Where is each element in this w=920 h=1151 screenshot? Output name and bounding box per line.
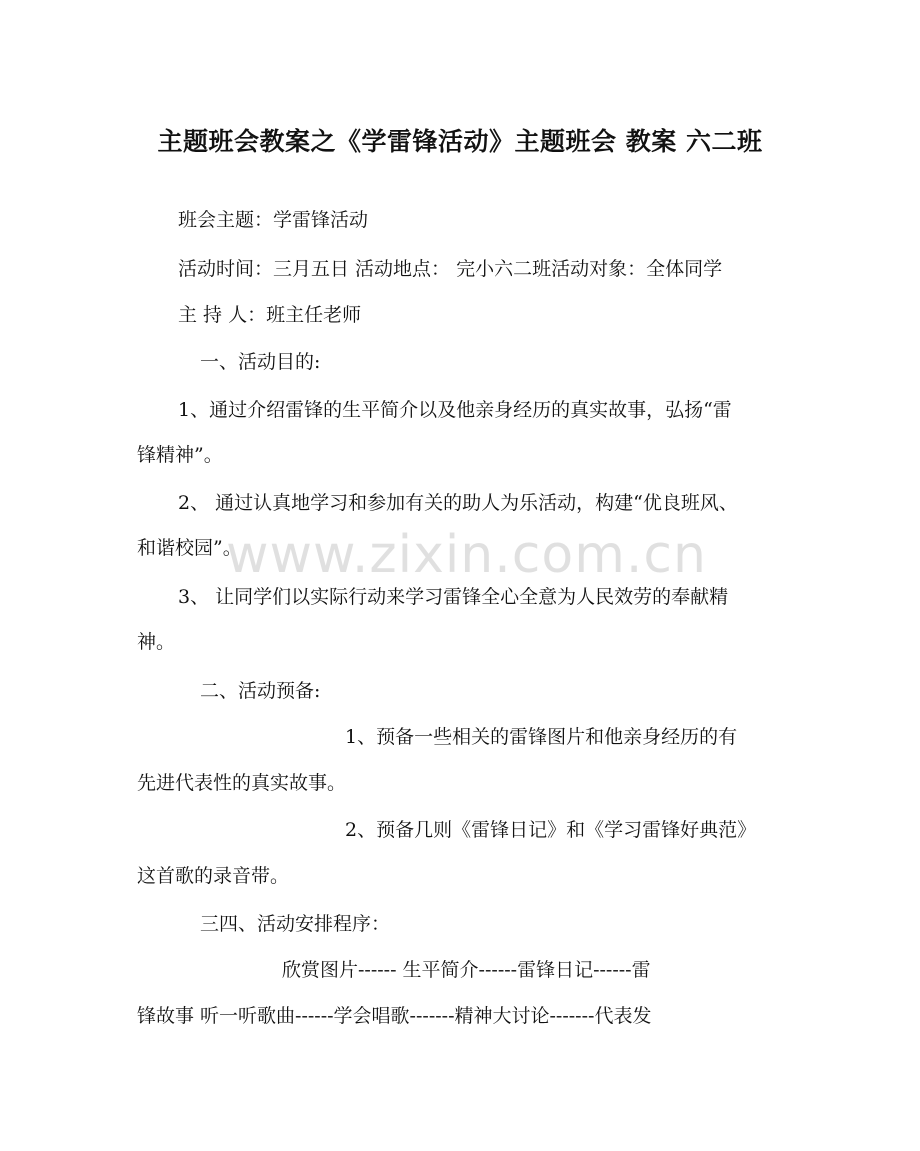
text-line-prep-2a: 2、预备几则《雷锋日记》和《学习雷锋好典范》	[345, 819, 757, 841]
text-line-goal-1a: 1、通过介绍雷锋的生平简介以及他亲身经历的真实故事，弘扬“雷	[178, 399, 732, 421]
text-line-goal-2b: 和谐校园”。	[137, 537, 242, 559]
text-line-schedule-b: 锋故事 听一听歌曲------学会唱歌-------精神大讨论-------代表发	[137, 1005, 652, 1027]
text-line-schedule-a: 欣赏图片------ 生平简介------雷锋日记------雷	[282, 959, 651, 981]
text-line-class-theme: 班会主题：学雷锋活动	[178, 209, 369, 231]
text-line-goal-3a: 3、 让同学们以实际行动来学习雷锋全心全意为人民效劳的奉献精	[178, 586, 729, 608]
section-heading-goals: 一、活动目的:	[200, 351, 321, 373]
text-line-host: 主 持 人：班主任老师	[178, 304, 362, 326]
text-line-goal-3b: 神。	[137, 631, 176, 653]
text-line-goal-1b: 锋精神”。	[137, 444, 223, 466]
section-heading-schedule: 三四、活动安排程序：	[200, 913, 391, 935]
document-title: 主题班会教案之《学雷锋活动》主题班会 教案 六二班	[157, 127, 763, 156]
watermark: www.zixin.com.cn	[226, 525, 707, 585]
text-line-goal-2a: 2、 通过认真地学习和参加有关的助人为乐活动，构建“优良班风、	[178, 492, 738, 514]
text-line-activity-time: 活动时间：三月五日 活动地点： 完小六二班活动对象：全体同学	[178, 258, 723, 280]
text-line-prep-1a: 1、预备一些相关的雷锋图片和他亲身经历的有	[345, 726, 738, 748]
text-line-prep-2b: 这首歌的录音带。	[137, 865, 290, 887]
section-heading-preparation: 二、活动预备:	[200, 680, 321, 702]
text-line-prep-1b: 先进代表性的真实故事。	[137, 772, 347, 794]
